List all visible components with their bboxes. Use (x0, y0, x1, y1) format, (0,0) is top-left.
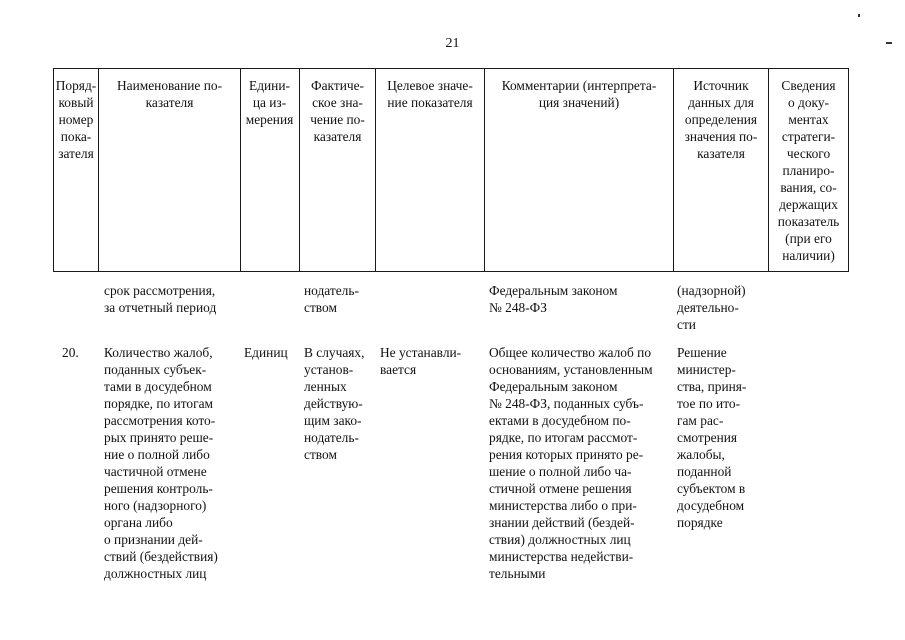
header-cell-source: Источник данных для определения значения по- казателя (684, 78, 758, 161)
header-cell-actual: Фактиче- ское зна- чение по- казателя (310, 78, 365, 144)
header-cell-comment: Комментарии (интерпрета- ция значений) (501, 78, 657, 110)
header-top-border (53, 68, 849, 69)
row-20-target: Не устанавли- вается (380, 345, 462, 377)
page-number: 21 (445, 36, 460, 51)
scan-speck (858, 14, 860, 17)
row-20-unit: Единиц (244, 345, 288, 360)
continuation-comment: Федеральным законом № 248-ФЗ (489, 283, 618, 315)
header-cell-number: Поряд- ковый номер пока- зателя (55, 78, 97, 161)
column-divider (848, 68, 849, 272)
row-20-comment: Общее количество жалоб по основаниям, установленным Федеральным законом № 248-ФЗ, поданных субъ- ектами в досудебном по- рядке, по итогам рассмот- рения которых принято ре- шение о полной либо ча- стичной отмене решения министерства либо о при- знании действий (бездей- ствия) должностных лиц министерства недействи- тельными (489, 345, 653, 581)
row-20-actual: В случаях, установ- ленных действую- щим зако- нодатель- ством (304, 345, 365, 462)
header-cell-target: Целевое значе- ние показателя (387, 78, 473, 110)
continuation-source: (надзорной) деятельно- сти (677, 283, 746, 332)
row-20-number: 20. (62, 345, 79, 360)
header-bottom-border (53, 271, 849, 272)
header-cell-name: Наименование по- казателя (116, 78, 223, 110)
row-20-source: Решение министер- ства, приня- тое по ито- гам рас- смотрения жалобы, поданной субъектом в досудебном порядке (677, 345, 747, 530)
scan-speck (886, 42, 892, 44)
row-20-name: Количество жалоб, поданных субъек- тами в досудебном порядке, по итогам рассмотрения кото- рых принято реше- ние о полной либо частичной отмене решения контроль- ного (надзорного) органа либо о признании дей- ствий (бездействия) должностных лиц (104, 345, 218, 581)
continuation-name: срок рассмотрения, за отчетный период (104, 283, 217, 315)
header-cell-unit: Едини- ца из- мерения (245, 78, 294, 127)
continuation-actual: нодатель- ством (304, 283, 359, 315)
header-cell-documents: Сведения о доку- ментах стратеги- ческого планиро- вания, со- держащих показатель (при его наличии) (777, 78, 840, 263)
